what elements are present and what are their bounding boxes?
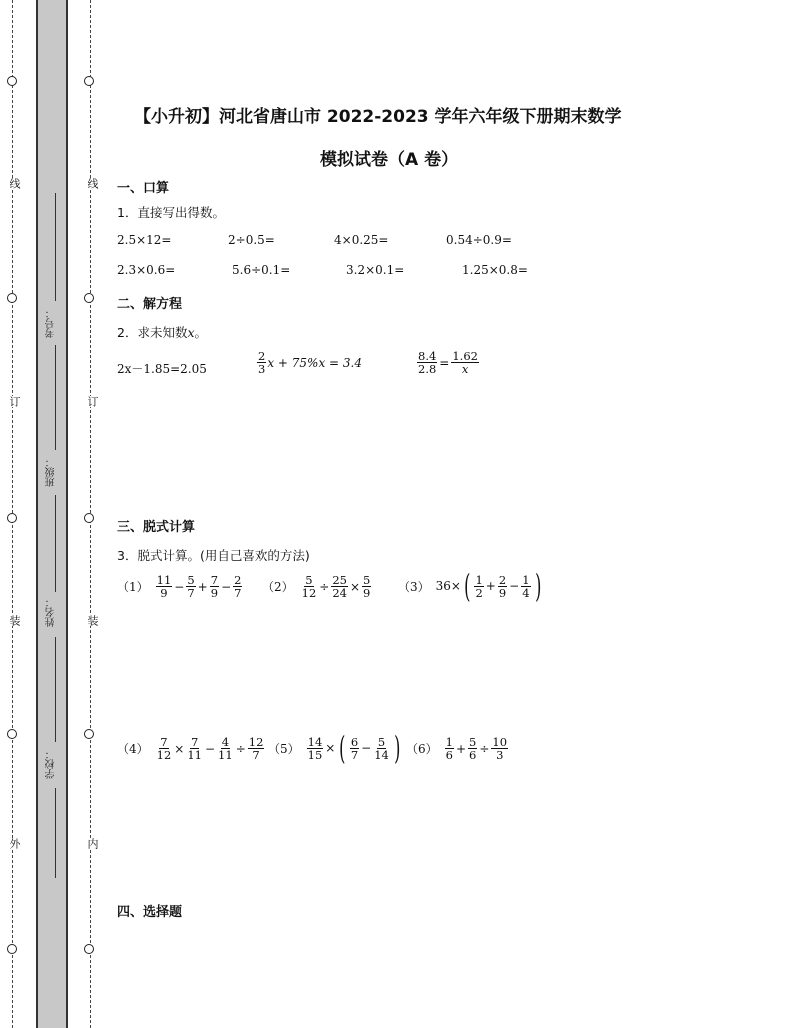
outer-mark-zhuang: 装: [8, 615, 21, 626]
binding-hole: [7, 729, 17, 739]
oral-item: 2÷0.5=: [228, 233, 275, 247]
field-xingming: 姓名：: [46, 597, 57, 627]
calc-problem-4: （4） $\frac{7}{12}$ × $\frac{7}{11}$ − $\frac{4}{11}$ ÷ $\frac{12}{7}$: [117, 735, 264, 763]
oral-item: 0.54÷0.9=: [446, 233, 512, 247]
binding-hole: [84, 729, 94, 739]
section-heading: 二、解方程: [117, 297, 183, 312]
binding-hole: [84, 944, 94, 954]
section-heading: 四、选择题: [117, 905, 183, 920]
oral-item: 3.2×0.1=: [346, 263, 405, 277]
fraction: $\frac{1.62}{x}$: [452, 349, 478, 377]
calc-problem-1: （1） $\frac{11}{9}$ − $\frac{5}{7}$ + $\frac{7}{9}$ − $\frac{2}{7}$: [117, 573, 242, 601]
variable-x: x: [187, 325, 195, 340]
outer-mark-xian: 线: [8, 178, 21, 189]
fraction: $\frac{8.4}{2.8}$: [418, 349, 437, 377]
field-xuexiao: 学校：: [46, 749, 57, 779]
equation-2: $\frac{2}{3}$ x + 75%x = 3.4: [258, 349, 362, 377]
field-banji: 班级：: [46, 457, 57, 487]
calc-problem-2: （2） $\frac{5}{12}$ ÷ $\frac{25}{24}$ × $\frac{5}{9}$: [262, 573, 371, 601]
inner-mark-nei: 内: [86, 838, 99, 849]
fraction: $\frac{2}{3}$: [258, 349, 266, 377]
calc-problem-3: （3） 36× ( $\frac{1}{2}$ + $\frac{2}{9}$ − $\frac{1}{4}$ ): [398, 567, 541, 605]
binding-hole: [84, 513, 94, 523]
question-text: [117, 323, 207, 341]
school-tail-line: [55, 788, 56, 878]
kaohao-line: [55, 193, 56, 301]
outer-mark-ding: 订: [8, 396, 21, 407]
oral-item: 5.6÷0.1=: [232, 263, 291, 277]
question-period: 。: [194, 325, 208, 340]
calc-problem-5: （5） $\frac{14}{15}$ × ( $\frac{6}{7}$ − $\frac{5}{14}$ ): [268, 729, 401, 767]
binding-hole: [84, 76, 94, 86]
equation-1: 2x－1.85=2.05: [117, 362, 207, 376]
xingming-line: [55, 495, 56, 592]
calc-problem-6: （6） $\frac{1}{6}$ + $\frac{5}{6}$ ÷ $\frac{10}{3}$: [406, 735, 508, 763]
oral-item: 1.25×0.8=: [462, 263, 528, 277]
inner-mark-ding: 订: [86, 396, 99, 407]
oral-item: 2.5×12=: [117, 233, 172, 247]
xuexiao-line: [55, 637, 56, 742]
question-text: 1．直接写出得数。: [117, 205, 225, 220]
question-prefix: 2．求未知数: [117, 325, 188, 340]
banji-line: [55, 345, 56, 450]
equation-3: $\frac{8.4}{2.8}$ = $\frac{1.62}{x}$: [418, 349, 478, 377]
inner-mark-xian: 线: [86, 178, 99, 189]
field-kaohao: 考号：: [46, 308, 57, 338]
page-title-line2: 模拟试卷（A 卷）: [320, 150, 459, 170]
binding-hole: [7, 76, 17, 86]
section-heading: 三、脱式计算: [117, 520, 196, 535]
oral-item: 2.3×0.6=: [117, 263, 176, 277]
binding-hole: [7, 293, 17, 303]
oral-item: 4×0.25=: [334, 233, 389, 247]
section-heading: 一、口算: [117, 181, 170, 196]
page-title-line1: 【小升初】河北省唐山市 2022-2023 学年六年级下册期末数学: [134, 107, 622, 127]
binding-hole: [7, 944, 17, 954]
inner-mark-zhuang: 装: [86, 615, 99, 626]
binding-strip: [36, 0, 68, 1028]
binding-hole: [84, 293, 94, 303]
outer-mark-wai: 外: [8, 838, 21, 849]
question-text: 3．脱式计算。(用自己喜欢的方法): [117, 548, 310, 563]
binding-hole: [7, 513, 17, 523]
